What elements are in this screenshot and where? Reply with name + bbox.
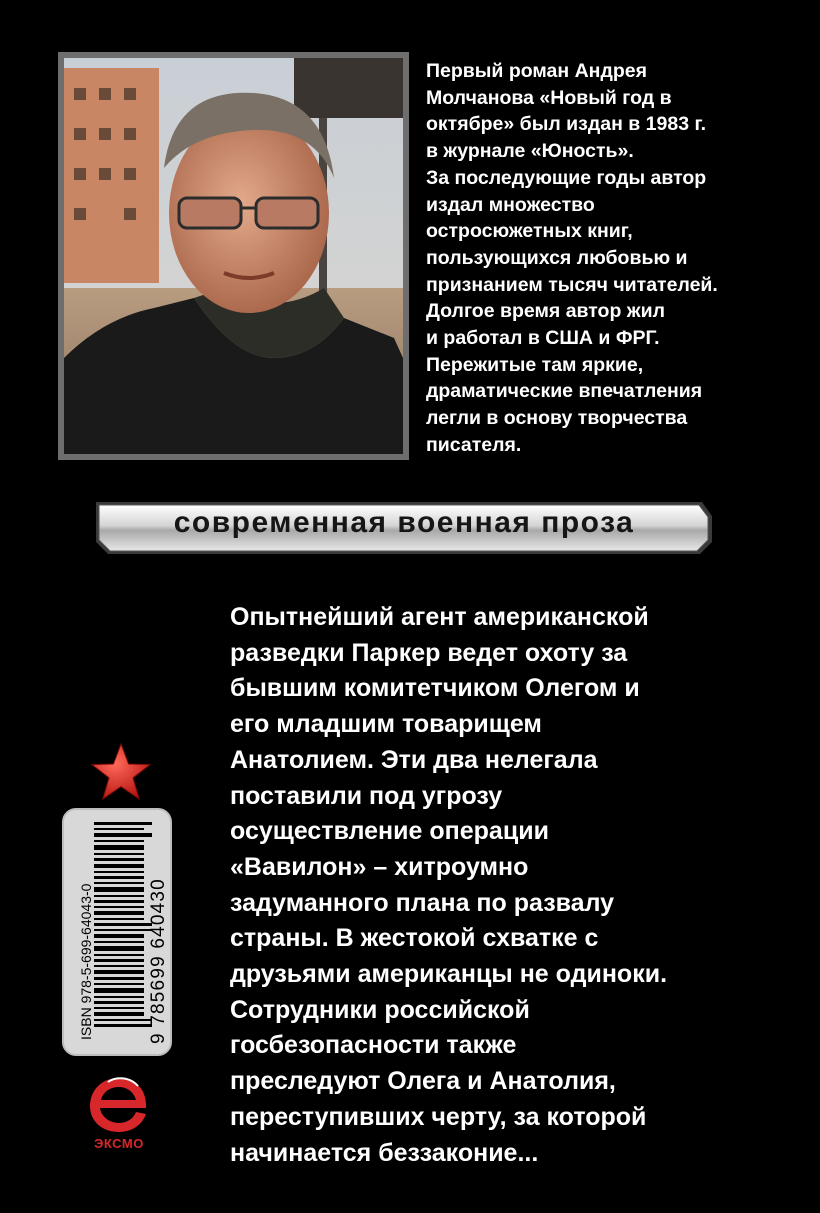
eksmo-logo-icon — [86, 1074, 152, 1136]
synopsis-line: «Вавилон» – хитроумно — [230, 852, 529, 881]
bio-line: Первый роман Андрея — [426, 60, 647, 82]
red-star-icon — [90, 742, 152, 802]
synopsis-line: госбезопасности также — [230, 1031, 517, 1060]
synopsis-line: переступивших черту, за которой — [230, 1102, 647, 1131]
bio-line: драматические впечатления — [426, 380, 703, 403]
synopsis-line: разведки Паркер ведет охоту за — [230, 638, 628, 667]
bio-line: издал множество — [426, 193, 595, 216]
bio-line: Молчанова «Новый год в — [426, 86, 672, 109]
synopsis-line: его младшим товарищем — [230, 710, 542, 739]
synopsis-line: начинается беззаконие... — [230, 1138, 539, 1167]
bio-line: Пережитые там яркие, — [426, 353, 644, 376]
author-bio — [426, 58, 806, 459]
bio-line: и работал в США и ФРГ. — [426, 327, 660, 350]
bio-line: в журнале «Юность». — [426, 140, 634, 163]
synopsis-line: задуманного плана по развалу — [230, 888, 615, 917]
author-photo — [64, 58, 403, 454]
bio-line: легли в основу творчества — [426, 407, 688, 430]
genre-label: современная военная проза — [173, 506, 635, 539]
bio-line: писателя. — [426, 433, 522, 456]
synopsis-line: Сотрудники российской — [230, 995, 530, 1024]
synopsis-line: Анатолием. Эти два нелегала — [230, 745, 598, 774]
author-photo-frame — [58, 52, 409, 460]
synopsis-line: друзьями американцы не одиноки. — [230, 960, 668, 989]
bio-line: остросюжетных книг, — [426, 220, 633, 243]
genre-banner — [90, 496, 718, 558]
synopsis-line: осуществление операции — [230, 817, 549, 846]
synopsis — [230, 600, 810, 1171]
bio-line: октябре» был издан в 1983 г. — [426, 113, 707, 136]
synopsis-line: поставили под угрозу — [230, 781, 503, 810]
synopsis-line: преследуют Олега и Анатолия, — [230, 1067, 616, 1096]
publisher-name: ЭКСМО — [94, 1136, 144, 1151]
bio-line: признанием тысяч читателей. — [426, 273, 718, 296]
synopsis-line: бывшим комитетчиком Олегом и — [230, 674, 640, 703]
synopsis-line: страны. В жестокой схватке с — [230, 924, 599, 953]
bio-line: пользующихся любовью и — [426, 246, 688, 269]
bio-line: Долгое время автор жил — [426, 300, 665, 323]
bio-line: За последующие годы автор — [426, 166, 707, 189]
isbn-digits: 9 785699 640430 — [148, 878, 169, 1044]
isbn-label: ISBN 978-5-699-64043-0 — [78, 883, 94, 1040]
synopsis-line: Опытнейший агент американской — [230, 603, 649, 631]
